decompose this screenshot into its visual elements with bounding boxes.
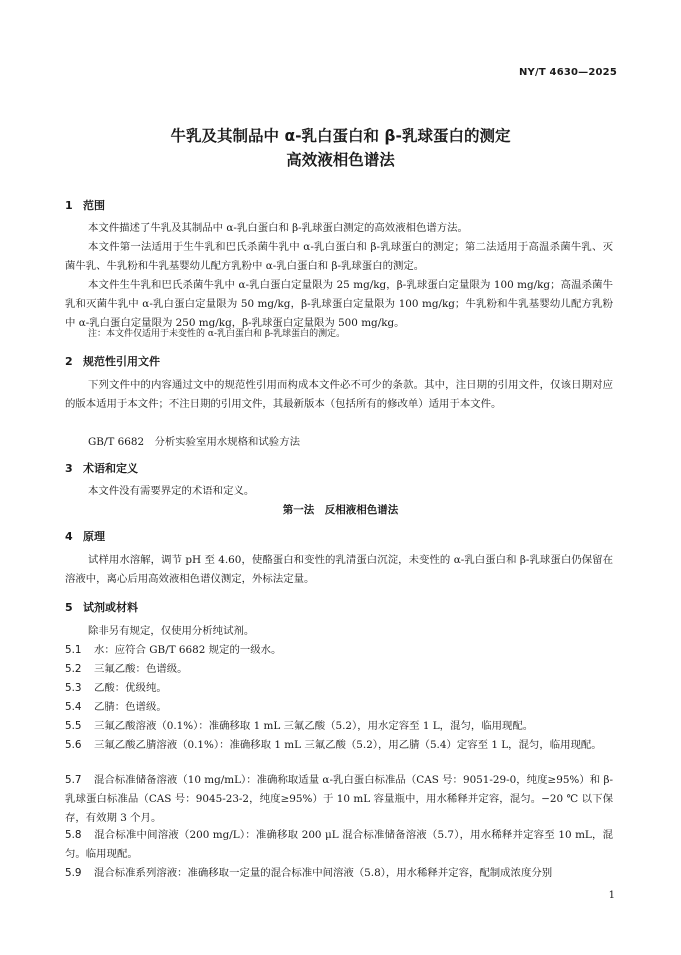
clause-number: 5.5 <box>65 720 82 732</box>
section-title: 规范性引用文件 <box>83 355 160 368</box>
section-number: 4 <box>65 530 73 543</box>
clause-item <box>65 771 613 828</box>
clause-text: 混合标准中间溶液（200 mg/L）：准确移取 200 μL 混合标准储备溶液（5.7），用水稀释并定容至 10 mL，混匀。临用现配。 <box>65 829 613 860</box>
clause-number: 5.7 <box>65 774 82 786</box>
section-title: 原理 <box>83 530 105 543</box>
method-1-title: 第一法 反相液相色谱法 <box>282 504 399 516</box>
section-title: 术语和定义 <box>83 462 138 475</box>
document-title-line2: 高效液相色谱法 <box>286 151 395 169</box>
section-1-heading <box>65 197 105 213</box>
clause-number: 5.2 <box>65 663 82 675</box>
clause-number: 5.3 <box>65 682 82 694</box>
section-title: 范围 <box>83 199 105 212</box>
clause-item <box>65 660 613 679</box>
clause-number: 5.4 <box>65 701 82 713</box>
section-number: 3 <box>65 462 73 475</box>
section-3-paragraph-1: 本文件没有需要界定的术语和定义。 <box>88 485 255 497</box>
clause-text: 乙酸：优级纯。 <box>94 682 167 694</box>
clause-text: 三氟乙酸：色谱级。 <box>94 663 188 675</box>
document-title-line1: 牛乳及其制品中 α-乳白蛋白和 β-乳球蛋白的测定 <box>170 127 511 145</box>
section-number: 1 <box>65 199 73 212</box>
section-5-heading <box>65 599 138 615</box>
section-4-paragraph-1: 试样用水溶解，调节 pH 至 4.60，使酪蛋白和变性的乳清蛋白沉淀，未变性的 α-乳白蛋白和 β-乳球蛋白仍保留在溶液中，离心后用高效液相色谱仪测定，外标法定量。 <box>65 554 613 585</box>
clause-item <box>65 679 613 698</box>
page-number: 1 <box>608 890 615 901</box>
clause-number: 5.6 <box>65 739 82 751</box>
standard-code: NY/T 4630—2025 <box>518 67 617 78</box>
clause-item <box>65 864 613 883</box>
section-title: 试剂或材料 <box>83 601 138 614</box>
clause-text: 混合标准储备溶液（10 mg/mL）：准确称取适量 α-乳白蛋白标准品（CAS 号：9051-29-0，纯度≥95%）和 β-乳球蛋白标准品（CAS 号：9045-23-2，纯度≥95%）于 10 mL 容量瓶中，用水稀释并定容，混匀。−20 ℃ 以下保存，有效期 3 个月。 <box>65 774 613 824</box>
clause-item <box>65 826 613 864</box>
section-number: 2 <box>65 355 73 368</box>
section-2-reference: GB/T 6682 分析实验室用水规格和试验方法 <box>88 436 300 448</box>
clause-text: 混合标准系列溶液：准确移取一定量的混合标准中间溶液（5.8），用水稀释并定容，配制成浓度分别 <box>94 867 553 879</box>
section-1-note: 注：本文件仅适用于未变性的 α-乳白蛋白和 β-乳球蛋白的测定。 <box>88 329 346 339</box>
clause-number: 5.9 <box>65 867 82 879</box>
clause-item <box>65 717 613 736</box>
clause-number: 5.1 <box>65 644 82 656</box>
section-3-heading <box>65 460 138 476</box>
clause-item <box>65 641 613 660</box>
clause-text: 三氟乙酸溶液（0.1%）：准确移取 1 mL 三氟乙酸（5.2），用水定容至 1 L，混匀，临用现配。 <box>94 720 534 732</box>
section-2-paragraph-1: 下列文件中的内容通过文中的规范性引用而构成本文件必不可少的条款。其中，注日期的引用文件，仅该日期对应的版本适用于本文件；不注日期的引用文件，其最新版本（包括所有的修改单）适用于本文件。 <box>65 379 613 410</box>
clause-text: 水：应符合 GB/T 6682 规定的一级水。 <box>94 644 282 656</box>
section-5-paragraph-1: 除非另有规定，仅使用分析纯试剂。 <box>88 625 255 637</box>
clause-item <box>65 736 613 755</box>
section-2-heading <box>65 353 160 369</box>
section-1-paragraph-1: 本文件描述了牛乳及其制品中 α-乳白蛋白和 β-乳球蛋白测定的高效液相色谱方法。 <box>88 222 468 234</box>
clause-item <box>65 698 613 717</box>
clause-text: 三氟乙酸乙腈溶液（0.1%）：准确移取 1 mL 三氟乙酸（5.2），用乙腈（5.4）定容至 1 L，混匀，临用现配。 <box>94 739 602 751</box>
clause-number: 5.8 <box>65 829 82 841</box>
section-4-heading <box>65 528 105 544</box>
clause-text: 乙腈：色谱级。 <box>94 701 167 713</box>
section-number: 5 <box>65 601 73 614</box>
section-1-paragraph-3: 本文件生牛乳和巴氏杀菌牛乳中 α-乳白蛋白定量限为 25 mg/kg，β-乳球蛋白定量限为 100 mg/kg；高温杀菌牛乳和灭菌牛乳中 α-乳白蛋白定量限为 50 mg/kg，β-乳球蛋白定量限为 100 mg/kg；牛乳粉和牛乳基婴幼儿配方乳粉中 α-乳白蛋白定量限为 250 mg/kg，β-乳球蛋白定量限为 500 mg/kg。 <box>65 279 613 329</box>
section-1-paragraph-2: 本文件第一法适用于生牛乳和巴氏杀菌牛乳中 α-乳白蛋白和 β-乳球蛋白的测定；第二法适用于高温杀菌牛乳、灭菌牛乳、牛乳粉和牛乳基婴幼儿配方乳粉中 α-乳白蛋白和 β-乳球蛋白的测定。 <box>65 241 613 272</box>
